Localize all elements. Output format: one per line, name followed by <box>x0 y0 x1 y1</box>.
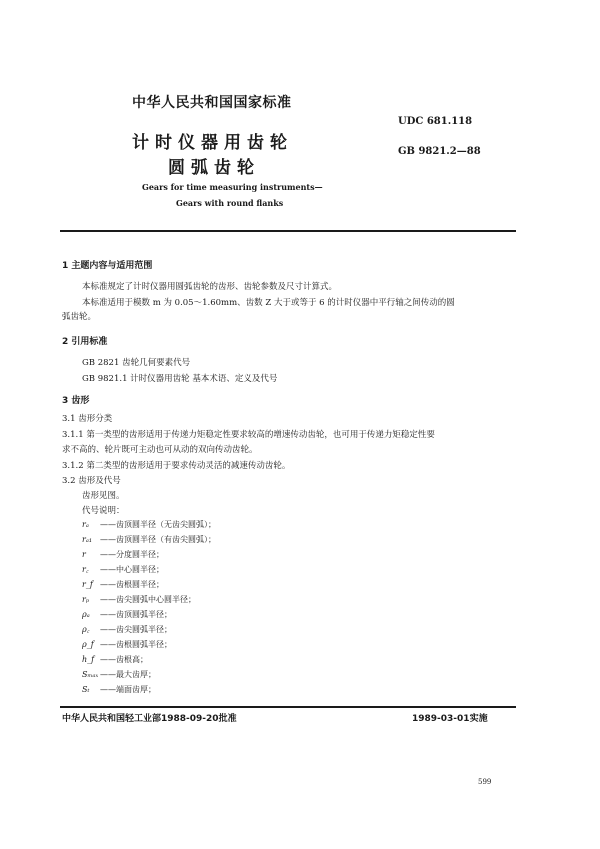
page-number: 599 <box>478 778 492 786</box>
approval-statement: 中华人民共和国轻工业部1988-09-20批准 <box>62 714 237 724</box>
symbol-row <box>82 564 164 575</box>
reference-gb9821-1: GB 9821.1 计时仪器用齿轮 基本术语、定义及代号 <box>82 374 278 384</box>
symbol-desc: ——齿尖圆弧中心圆半径； <box>100 595 196 604</box>
symbol: r꜀ <box>82 565 89 574</box>
symbol-desc: ——最大齿厚； <box>100 670 156 679</box>
symbol-row <box>82 654 148 665</box>
symbol-row <box>82 684 156 695</box>
symbol-desc: ——分度圆半径； <box>100 550 164 559</box>
symbol-desc: ——齿根圆半径； <box>100 580 164 589</box>
symbol-row <box>82 534 216 545</box>
symbol-row <box>82 639 172 650</box>
symbol: r_f <box>82 580 93 589</box>
footer-divider <box>60 706 516 708</box>
implementation-date: 1989-03-01实施 <box>412 714 488 724</box>
symbol-row <box>82 549 164 560</box>
header-divider <box>60 230 516 232</box>
section2-heading: 2 引用标准 <box>62 337 108 347</box>
symbol-row <box>82 519 216 530</box>
section1-heading: 1 主题内容与适用范围 <box>62 261 153 271</box>
section3-heading: 3 齿形 <box>62 396 90 406</box>
symbol: Sₜ <box>82 685 90 694</box>
standard-body-title: 中华人民共和国国家标准 <box>132 95 292 111</box>
symbol-desc: ——齿顶圆半径（有齿尖圆弧）； <box>100 535 216 544</box>
clause-3-1-2: 3.1.2 第二类型的齿形适用于要求传动灵活的减速传动齿轮。 <box>62 461 291 471</box>
symbol: rₐ₁ <box>82 535 93 544</box>
symbol-row <box>82 579 164 590</box>
symbol: r <box>82 550 86 559</box>
symbol-desc: ——齿根圆弧半径； <box>100 640 172 649</box>
clause-3-1-1-line2: 求不高的、轮片既可主动也可从动的双向传动齿轮。 <box>62 445 258 455</box>
udc-number: UDC 681.118 <box>398 116 473 127</box>
symbol-row <box>82 609 172 620</box>
symbol-row <box>82 594 196 605</box>
symbol-desc: ——齿尖圆弧半径； <box>100 625 172 634</box>
symbol-desc: ——齿顶圆弧半径； <box>100 610 172 619</box>
section1-para2-line2: 弧齿轮。 <box>62 312 97 322</box>
clause-3-1: 3.1 齿形分类 <box>62 414 113 424</box>
symbol-desc: ——中心圆半径； <box>100 565 164 574</box>
symbol: rₐ <box>82 520 89 529</box>
symbol-intro: 代号说明： <box>82 506 125 516</box>
symbol: rₚ <box>82 595 90 604</box>
document-title-line2: 圆弧齿轮 <box>168 158 260 178</box>
reference-gb2821: GB 2821 齿轮几何要素代号 <box>82 358 191 368</box>
symbol: h_f <box>82 655 95 664</box>
gb-number: GB 9821.2—88 <box>398 146 481 157</box>
symbol-desc: ——齿根高； <box>100 655 148 664</box>
symbol: ρₐ <box>82 610 90 619</box>
figure-reference: 齿形见图。 <box>82 491 125 501</box>
section1-para2-line1: 本标准适用于模数 m 为 0.05～1.60mm、齿数 Z 大于或等于 6 的计时仪器中平行轴之间传动的圆 <box>82 298 455 308</box>
english-title-line2: Gears with round flanks <box>176 198 284 208</box>
section1-para1: 本标准规定了计时仪器用圆弧齿轮的齿形、齿轮参数及尺寸计算式。 <box>82 282 338 292</box>
symbol: Sₘₐₓ <box>82 670 99 679</box>
symbol-row <box>82 624 172 635</box>
symbol: ρ꜀ <box>82 625 90 634</box>
symbol-row <box>82 669 156 680</box>
symbol: ρ_f <box>82 640 94 649</box>
document-title-line1: 计时仪器用齿轮 <box>132 133 293 153</box>
clause-3-2: 3.2 齿形及代号 <box>62 476 121 486</box>
symbol-desc: ——齿顶圆半径（无齿尖圆弧）； <box>100 520 216 529</box>
clause-3-1-1-line1: 3.1.1 第一类型的齿形适用于传递力矩稳定性要求较高的增速传动齿轮，也可用于传递力矩稳定性要 <box>62 430 435 440</box>
symbol-desc: ——端面齿厚； <box>100 685 156 694</box>
english-title-line1: Gears for time measuring instruments— <box>142 182 323 192</box>
